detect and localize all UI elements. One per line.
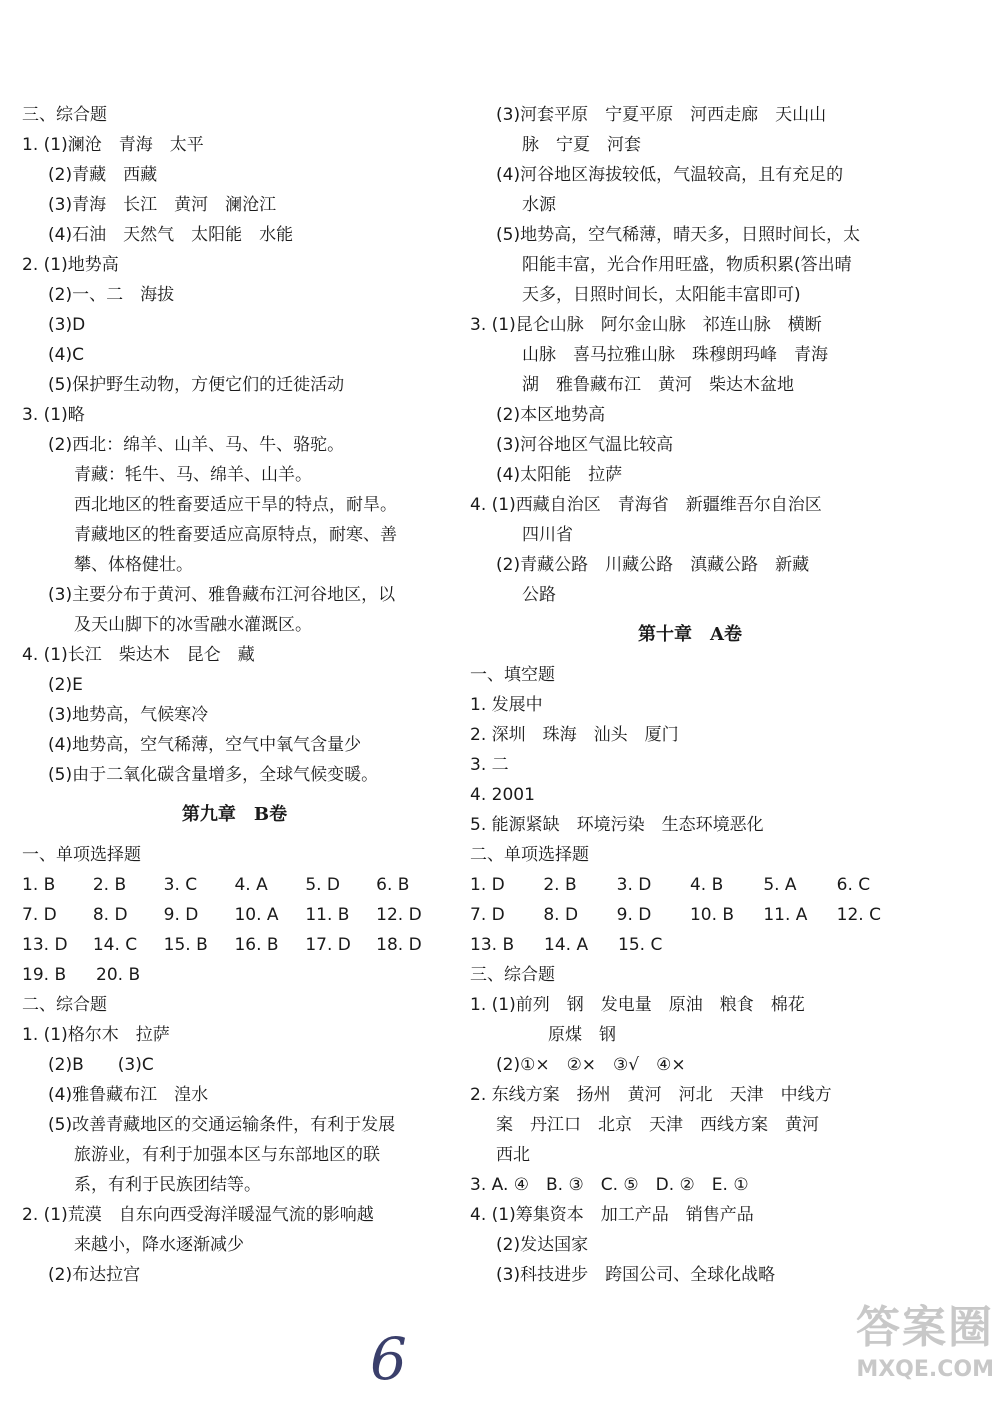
answer-cell: 18. D [376, 935, 422, 955]
watermark-url: MXQE.COM [856, 1357, 994, 1382]
text-line: (5)地势高，空气稀薄，晴天多，日照时间长，太 [496, 225, 861, 245]
answer-cell: 5. A [763, 875, 797, 895]
text-line: 3. A. ④ B. ③ C. ⑤ D. ② E. ① [470, 1175, 749, 1195]
text-line: 3. (1)昆仑山脉 阿尔金山脉 祁连山脉 横断 [470, 315, 822, 335]
answer-cell: 5. D [305, 875, 341, 895]
text-line: (5)改善青藏地区的交通运输条件，有利于发展 [48, 1115, 396, 1135]
handwritten-page-number: 6 [370, 1325, 407, 1393]
text-line: 4. (1)长江 柴达木 昆仑 藏 [22, 645, 255, 665]
text-line: (3)河套平原 宁夏平原 河西走廊 天山山 [496, 105, 827, 125]
text-line: (2)一、二 海拔 [48, 285, 175, 305]
text-line: 案 丹江口 北京 天津 西线方案 黄河 [496, 1115, 819, 1135]
text-line: (2)发达国家 [496, 1235, 589, 1255]
text-line: (4)太阳能 拉萨 [496, 465, 623, 485]
text-line: 三、综合题 [470, 965, 555, 985]
answer-cell: 9. D [163, 905, 199, 925]
answer-cell: 11. B [305, 905, 350, 925]
text-line: (2)B (3)C [48, 1055, 154, 1075]
text-line: 西北 [496, 1145, 530, 1165]
text-line: (2)E [48, 675, 83, 695]
text-line: 公路 [522, 585, 556, 605]
text-line: 2. (1)地势高 [22, 255, 119, 275]
text-line: 西北地区的牲畜要适应干旱的特点，耐旱。 [74, 495, 397, 515]
text-line: 4. 2001 [470, 785, 535, 805]
right-column [470, 100, 910, 1290]
left-column [22, 100, 447, 1290]
answer-cell: 7. D [22, 905, 57, 925]
text-line: 一、填空题 [470, 665, 555, 685]
text-line: 1. 发展中 [470, 695, 543, 715]
text-line: (4)石油 天然气 太阳能 水能 [48, 225, 294, 245]
text-line: (3)D [48, 315, 86, 335]
answer-grid-row [22, 960, 447, 990]
answer-cell: 4. B [689, 875, 724, 895]
text-line: (2)青藏公路 川藏公路 滇藏公路 新藏 [496, 555, 810, 575]
text-line: (3)地势高，气候寒冷 [48, 705, 209, 725]
answer-cell: 12. D [376, 905, 422, 925]
answer-cell: 3. D [616, 875, 652, 895]
text-line: (3)青海 长江 黄河 澜沧江 [48, 195, 277, 215]
answer-cell: 17. D [305, 935, 351, 955]
answer-grid-row [470, 900, 910, 930]
text-line: (4)地势高，空气稀薄，空气中氧气含量少 [48, 735, 362, 755]
text-line: (2)西北：绵羊、山羊、马、牛、骆驼。 [48, 435, 345, 455]
answer-cell: 6. C [836, 875, 871, 895]
watermark-logo: 答案圈 [856, 1302, 994, 1353]
answer-cell: 8. D [543, 905, 579, 925]
answer-cell: 3. C [163, 875, 198, 895]
text-line: 三、综合题 [22, 105, 107, 125]
answer-grid-row [22, 930, 447, 960]
text-line: (4)雅鲁藏布江 湟水 [48, 1085, 209, 1105]
text-line: 四川省 [522, 525, 573, 545]
text-line: 二、单项选择题 [470, 845, 589, 865]
answer-grid-row [470, 930, 910, 960]
answer-cell: 15. C [618, 935, 663, 955]
answer-cell: 9. D [616, 905, 652, 925]
answer-cell: 10. A [234, 905, 279, 925]
text-line: 4. (1)筹集资本 加工产品 销售产品 [470, 1205, 754, 1225]
text-line: 脉 宁夏 河套 [522, 135, 641, 155]
text-line: (2)青藏 西藏 [48, 165, 158, 185]
text-line: 一、单项选择题 [22, 845, 141, 865]
answer-cell: 14. A [544, 935, 589, 955]
answer-cell: 14. C [92, 935, 138, 955]
text-line: (5)保护野生动物，方便它们的迁徙活动 [48, 375, 345, 395]
answer-cell: 4. A [234, 875, 268, 895]
text-line: 天多，日照时间长，太阳能丰富即可) [522, 285, 801, 305]
text-line: 来越小，降水逐渐减少 [74, 1235, 244, 1255]
text-line: 1. (1)前列 钢 发电量 原油 粮食 棉花 [470, 995, 805, 1015]
answer-cell: 16. B [234, 935, 279, 955]
answer-cell: 8. D [92, 905, 128, 925]
text-line: 4. (1)西藏自治区 青海省 新疆维吾尔自治区 [470, 495, 822, 515]
text-line: 3. 二 [470, 755, 509, 775]
answer-cell: 11. A [763, 905, 808, 925]
text-line: 2. 深圳 珠海 汕头 厦门 [470, 725, 679, 745]
answer-cell: 2. B [92, 875, 127, 895]
text-line: 湖 雅鲁藏布江 黄河 柴达木盆地 [522, 375, 794, 395]
answer-cell: 10. B [689, 905, 735, 925]
answer-cell: 13. B [470, 935, 515, 955]
text-line: (3)主要分布于黄河、雅鲁藏布江河谷地区，以 [48, 585, 396, 605]
text-line: 原煤 钢 [548, 1025, 616, 1045]
answer-cell: 15. B [163, 935, 208, 955]
text-line: 系，有利于民族团结等。 [74, 1175, 261, 1195]
text-line: 青藏地区的牲畜要适应高原特点，耐寒、善 [74, 525, 397, 545]
answer-cell: 13. D [22, 935, 68, 955]
answer-cell: 2. B [543, 875, 577, 895]
text-line: 5. 能源紧缺 环境污染 生态环境恶化 [470, 815, 764, 835]
chapter-title: 第九章 B卷 [181, 804, 288, 825]
text-line: (3)科技进步 跨国公司、全球化战略 [496, 1265, 776, 1285]
text-line: (4)河谷地区海拔较低，气温较高，且有充足的 [496, 165, 844, 185]
text-line: 及天山脚下的冰雪融水灌溉区。 [74, 615, 312, 635]
text-line: 山脉 喜马拉雅山脉 珠穆朗玛峰 青海 [522, 345, 828, 365]
text-line: (2)布达拉宫 [48, 1265, 141, 1285]
text-line: 旅游业，有利于加强本区与东部地区的联 [74, 1145, 380, 1165]
answer-grid-row [22, 870, 447, 900]
watermark [808, 1300, 994, 1400]
answer-cell: 6. B [376, 875, 410, 895]
text-line: (2)本区地势高 [496, 405, 606, 425]
answer-grid-row [470, 870, 910, 900]
text-line: (3)河谷地区气温比较高 [496, 435, 674, 455]
text-line: 1. (1)格尔木 拉萨 [22, 1025, 170, 1045]
text-line: (5)由于二氧化碳含量增多，全球气候变暖。 [48, 765, 379, 785]
text-line: 2. 东线方案 扬州 黄河 河北 天津 中线方 [470, 1085, 832, 1105]
text-line: 阳能丰富，光合作用旺盛，物质积累(答出晴 [522, 255, 852, 275]
answer-cell: 20. B [96, 965, 141, 985]
text-line: (4)C [48, 345, 84, 365]
text-line: 青藏：牦牛、马、绵羊、山羊。 [74, 465, 312, 485]
answer-grid-row [22, 900, 447, 930]
text-line: 二、综合题 [22, 995, 107, 1015]
chapter-title: 第十章 A卷 [638, 624, 742, 645]
text-line: 1. (1)澜沧 青海 太平 [22, 135, 204, 155]
text-line: 水源 [522, 195, 556, 215]
answer-cell: 1. D [470, 875, 505, 895]
answer-cell: 19. B [22, 965, 67, 985]
text-line: 2. (1)荒漠 自东向西受海洋暖湿气流的影响越 [22, 1205, 374, 1225]
answer-cell: 7. D [470, 905, 505, 925]
text-line: 3. (1)略 [22, 405, 85, 425]
text-line: 攀、体格健壮。 [74, 555, 193, 575]
answer-cell: 12. C [836, 905, 881, 925]
answer-cell: 1. B [22, 875, 56, 895]
text-line: (2)①× ②× ③√ ④× [496, 1055, 686, 1075]
